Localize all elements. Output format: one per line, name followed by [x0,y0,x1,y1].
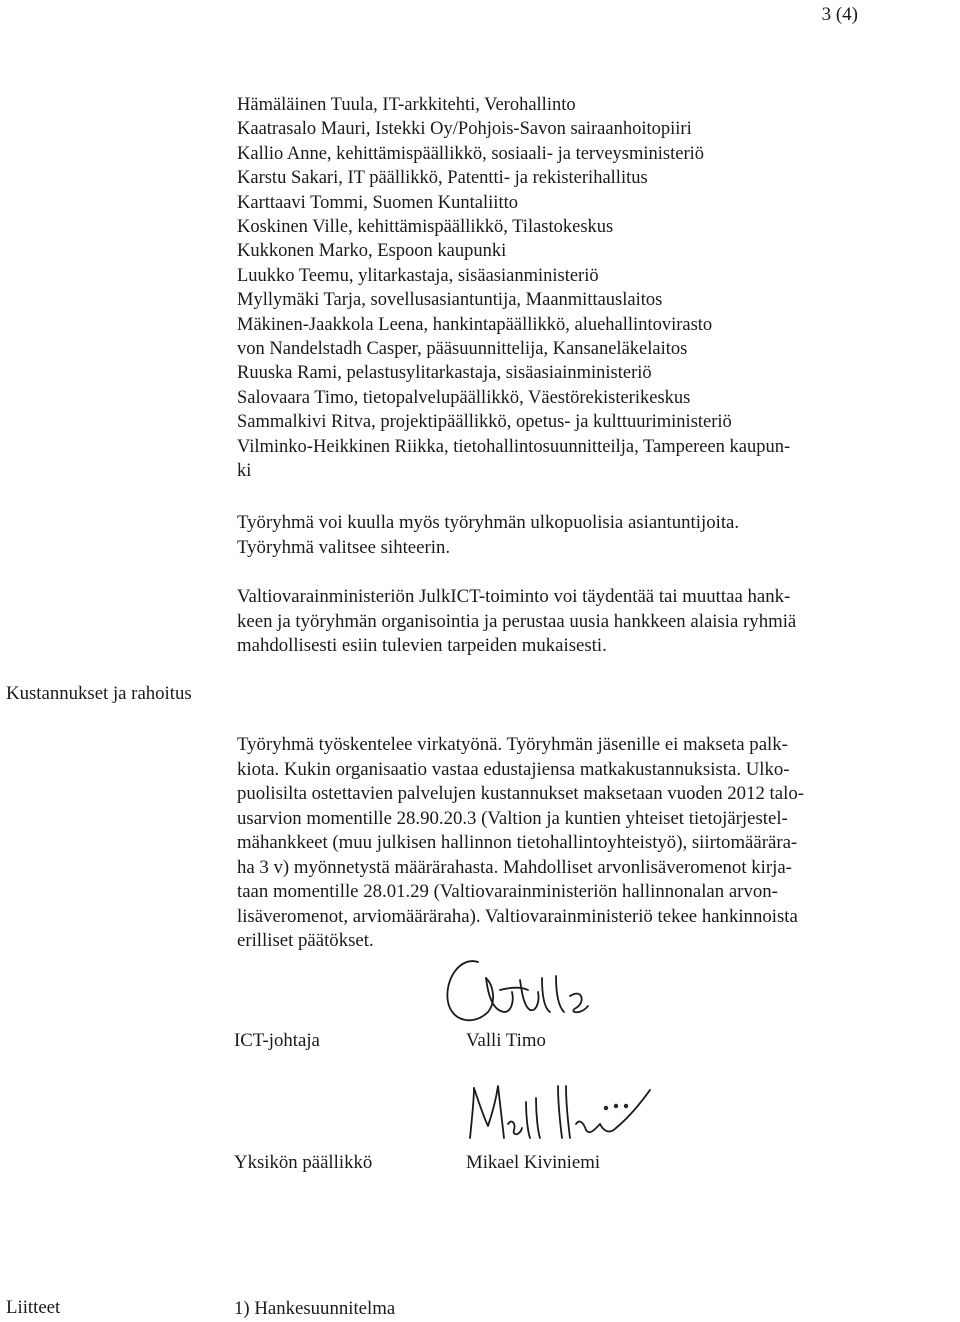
side-heading-costs: Kustannukset ja rahoitus [6,683,192,704]
paragraph-experts [237,511,739,560]
member-line: Sammalkivi Ritva, projektipäällikkö, opetus- ja kulttuuriministeriö [237,412,732,433]
side-heading-attachments: Liitteet [6,1297,61,1318]
paragraph-line: taan momentille 28.01.29 (Valtiovarainministeriön hallinnonalan arvon- [237,881,778,902]
signature-kiviniemi [450,1078,670,1150]
member-line: Kallio Anne, kehittämispäällikkö, sosiaali- ja terveysministeriö [237,143,705,164]
member-line: Salovaara Timo, tietopalvelupäällikkö, Väestörekisterikeskus [237,387,691,408]
member-line: von Nandelstadh Casper, pääsuunnittelija, Kansaneläkelaitos [237,339,688,360]
paragraph-line: puolisilta ostettavien palvelujen kustannukset maksetaan vuoden 2012 talo- [237,783,804,804]
member-line: Kaatrasalo Mauri, Istekki Oy/Pohjois-Savon sairaanhoitopiiri [237,119,692,140]
paragraph-line: ha 3 v) myönnetystä määrärahasta. Mahdolliset arvonlisäveromenot kirja- [237,856,792,878]
member-line: Luukko Teemu, ylitarkastaja, sisäasianministeriö [237,265,599,286]
paragraph-line: lisäveromenot, arviomääräraha). Valtiovarainministeriö tekee hankinnoista [237,905,798,927]
member-line: Kukkonen Marko, Espoon kaupunki [237,241,507,262]
member-line: Hämäläinen Tuula, IT-arkkitehti, Verohallinto [237,95,576,115]
paragraph-line: Työryhmä voi kuulla myös työryhmän ulkopuolisia asiantuntijoita. [237,512,740,533]
paragraph-line: Valtiovarainministeriön JulkICT-toiminto voi täydentää tai muuttaa hank- [237,586,791,607]
paragraph-ministry [237,585,796,659]
member-line: Vilminko-Heikkinen Riikka, tietohallintosuunnitteilja, Tampereen kaupun- [237,436,791,457]
paragraph-line: kiota. Kukin organisaatio vastaa edustajiensa matkakustannuksista. Ulko- [237,758,790,780]
signature-name: Valli Timo [466,1030,546,1051]
signature-name: Mikael Kiviniemi [466,1152,601,1173]
paragraph-line: Työryhmä valitsee sihteerin. [237,536,451,558]
signature-valli [430,950,600,1040]
paragraph-line: usarvion momentille 28.90.20.3 (Valtion ja kuntien yhteiset tietojärjestel- [237,807,788,829]
attachment-item: 1) Hankesuunnitelma [234,1298,396,1319]
page-number: 3 (4) [821,4,858,25]
member-line: Ruuska Rami, pelastusylitarkastaja, sisäasiainministeriö [237,363,652,384]
signature-title: ICT-johtaja [234,1030,320,1051]
paragraph-line: keen ja työryhmän organisointia ja perustaa uusia hankkeen alaisia ryhmiä [237,610,797,632]
member-line: Karstu Sakari, IT päällikkö, Patentti- ja rekisterihallitus [237,168,648,189]
paragraph-line: erilliset päätökset. [237,930,374,951]
paragraph-line: mähankkeet (muu julkisen hallinnon tietohallintoyhteistyö), siirtomäärära- [237,832,798,853]
member-list [237,93,897,484]
signature-title: Yksikön päällikkö [234,1152,373,1173]
paragraph-line: mahdollisesti esiin tulevien tarpeiden mukaisesti. [237,635,607,656]
member-line: Karttaavi Tommi, Suomen Kuntaliitto [237,192,518,213]
paragraph-costs [237,733,804,954]
member-line: Myllymäki Tarja, sovellusasiantuntija, Maanmittauslaitos [237,290,663,311]
member-line: ki [237,461,252,482]
paragraph-line: Työryhmä työskentelee virkatyönä. Työryhmän jäsenille ei makseta palk- [237,734,788,755]
member-line: Mäkinen-Jaakkola Leena, hankintapäällikkö, aluehallintovirasto [237,314,713,335]
member-line: Koskinen Ville, kehittämispäällikkö, Tilastokeskus [237,217,614,238]
